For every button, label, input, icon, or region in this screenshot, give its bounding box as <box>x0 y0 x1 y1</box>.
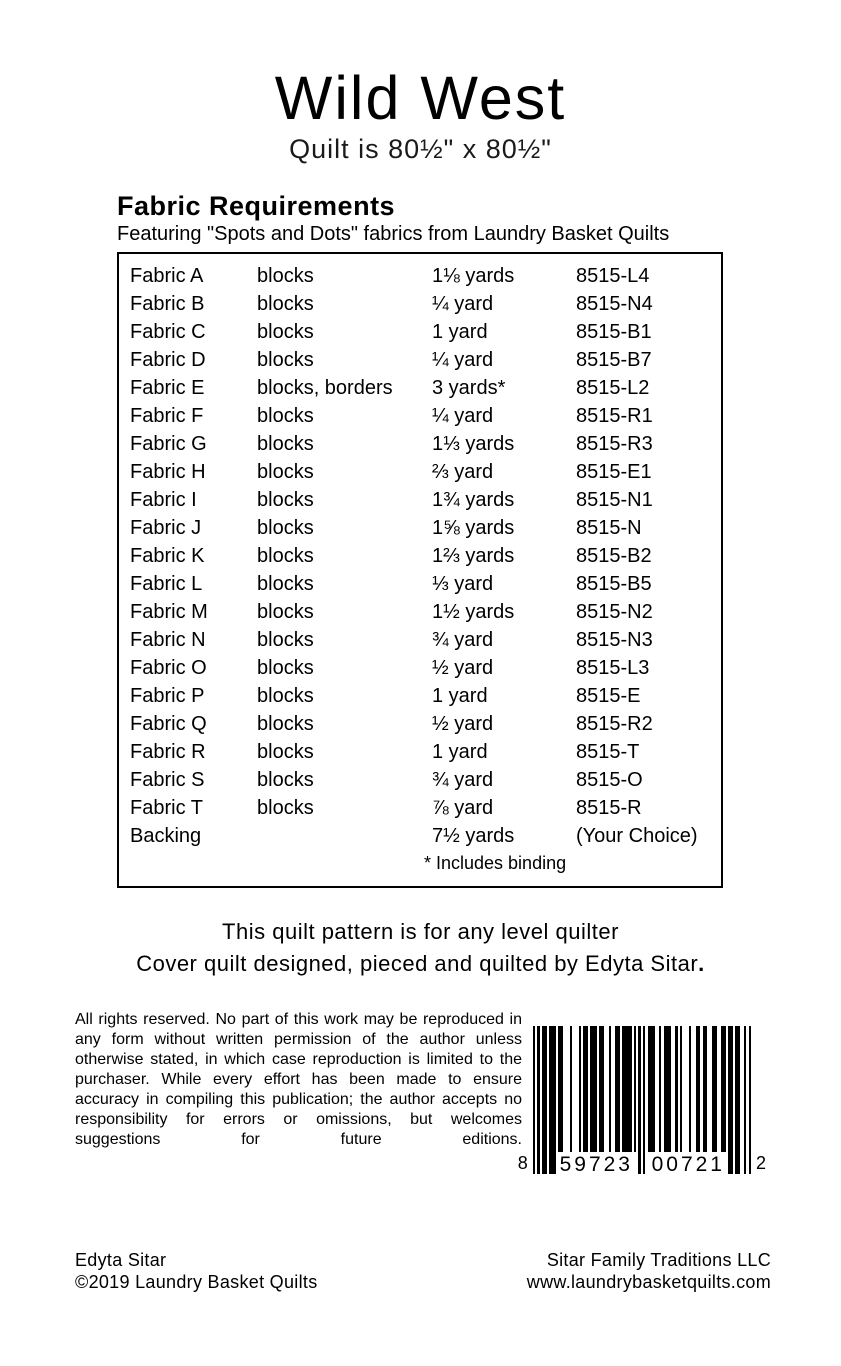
fabric-name-cell: Fabric L <box>130 573 203 596</box>
fabric-use-cell: blocks <box>257 265 314 288</box>
bottom-section <box>75 1010 767 1177</box>
table-row <box>119 570 721 598</box>
table-row <box>119 710 721 738</box>
fabric-name-cell: Fabric A <box>130 265 204 288</box>
fabric-use-cell: blocks <box>257 405 314 428</box>
fabric-name-cell: Fabric J <box>130 517 202 540</box>
fabric-use-cell: blocks <box>257 545 314 568</box>
fabric-sku-cell: 8515-T <box>576 741 640 764</box>
fabric-yardage-cell: 1 yard <box>432 741 488 764</box>
fabric-sku-cell: 8515-L4 <box>576 265 650 288</box>
fabric-name-cell: Fabric D <box>130 349 206 372</box>
barcode-digit-right: 2 <box>755 1153 766 1174</box>
fabric-use-cell: blocks <box>257 489 314 512</box>
fabric-use-cell: blocks, borders <box>257 377 393 400</box>
fabric-sku-cell: 8515-R2 <box>576 713 653 736</box>
table-row <box>119 626 721 654</box>
note-line-skill: This quilt pattern is for any level quilter <box>222 919 619 945</box>
pattern-back-page <box>0 66 841 1366</box>
page-footer <box>75 1249 771 1293</box>
binding-footnote: * Includes binding <box>424 853 567 874</box>
fabric-name-cell: Fabric H <box>130 461 206 484</box>
fabric-name-cell: Fabric R <box>130 741 206 764</box>
fabric-sku-cell: 8515-B1 <box>576 321 652 344</box>
barcode <box>517 1026 766 1177</box>
fabric-sku-cell: 8515-N1 <box>576 489 653 512</box>
fabric-sku-cell: 8515-R1 <box>576 405 653 428</box>
center-notes <box>0 916 841 980</box>
fabric-name-cell: Fabric K <box>130 545 205 568</box>
fabric-sku-cell: 8515-L3 <box>576 657 650 680</box>
fabric-sku-cell: 8515-B7 <box>576 349 652 372</box>
fabric-sku-cell: 8515-O <box>576 769 643 792</box>
fabric-use-cell: blocks <box>257 797 314 820</box>
fabric-yardage-cell: ¼ yard <box>432 349 494 372</box>
table-row <box>119 318 721 346</box>
fabric-table-rows <box>119 262 721 850</box>
fabric-sku-cell: 8515-N4 <box>576 293 653 316</box>
fabric-use-cell: blocks <box>257 713 314 736</box>
fabric-sku-cell: 8515-N3 <box>576 629 653 652</box>
fabric-yardage-cell: ¾ yard <box>432 629 494 652</box>
credit-period: . <box>698 951 705 977</box>
fabric-yardage-cell: 1⅛ yards <box>432 265 515 288</box>
fabric-use-cell: blocks <box>257 573 314 596</box>
table-row <box>119 542 721 570</box>
fabric-sku-cell: 8515-R <box>576 797 642 820</box>
fabric-use-cell: blocks <box>257 293 314 316</box>
fabric-sku-cell: 8515-B2 <box>576 545 652 568</box>
footer-author-name: Edyta Sitar <box>75 1250 167 1270</box>
barcode-bar <box>749 1026 751 1174</box>
table-row <box>119 682 721 710</box>
fabric-yardage-cell: ½ yard <box>432 657 494 680</box>
table-row <box>119 598 721 626</box>
fabric-use-cell: blocks <box>257 461 314 484</box>
fabric-name-cell: Fabric O <box>130 657 207 680</box>
fabric-name-cell: Fabric P <box>130 685 205 708</box>
fabric-yardage-cell: 1½ yards <box>432 601 515 624</box>
table-row <box>119 374 721 402</box>
fabric-name-cell: Fabric S <box>130 769 205 792</box>
fabric-use-cell <box>257 822 432 850</box>
fabric-name-cell: Fabric F <box>130 405 204 428</box>
fabric-yardage-cell: 1⅓ yards <box>432 433 515 456</box>
fabric-yardage-cell: 7½ yards <box>432 825 515 848</box>
fabric-sku-cell: 8515-N <box>576 517 642 540</box>
fabric-sku-cell: 8515-E1 <box>576 461 652 484</box>
barcode-bars <box>533 1026 751 1174</box>
table-row <box>119 486 721 514</box>
fabric-yardage-cell: 1⅝ yards <box>432 517 515 540</box>
fabric-use-cell: blocks <box>257 601 314 624</box>
table-row <box>119 262 721 290</box>
footer-website: www.laundrybasketquilts.com <box>526 1272 771 1292</box>
fabric-name-cell: Fabric G <box>130 433 207 456</box>
table-row <box>119 290 721 318</box>
fabric-name-cell: Fabric I <box>130 489 197 512</box>
barcode-digit-left: 8 <box>517 1153 528 1174</box>
note-line-credit: Cover quilt designed, pieced and quilted by Edyta Sitar. <box>136 951 705 977</box>
fabric-yardage-cell: 1 yard <box>432 685 488 708</box>
table-row <box>119 822 721 850</box>
fabric-requirements-heading: Fabric Requirements <box>117 191 396 222</box>
fabric-yardage-cell: ½ yard <box>432 713 494 736</box>
featuring-line: Featuring "Spots and Dots" fabrics from Laundry Basket Quilts <box>117 223 670 246</box>
table-row <box>119 654 721 682</box>
fabric-yardage-cell: ¾ yard <box>432 769 494 792</box>
footer-copyright: ©2019 Laundry Basket Quilts <box>75 1272 318 1292</box>
fabric-yardage-cell: 1¾ yards <box>432 489 515 512</box>
fabric-yardage-cell: 3 yards* <box>432 377 506 400</box>
fabric-yardage-cell: 1⅔ yards <box>432 545 515 568</box>
footer-author-block <box>75 1249 318 1293</box>
fabric-sku-cell: 8515-B5 <box>576 573 652 596</box>
fabric-name-cell: Fabric N <box>130 629 206 652</box>
fabric-yardage-cell: ⅔ yard <box>432 461 494 484</box>
table-row <box>119 430 721 458</box>
fabric-name-cell: Backing <box>130 825 202 848</box>
table-row <box>119 402 721 430</box>
fabric-use-cell: blocks <box>257 685 314 708</box>
fabric-name-cell: Fabric T <box>130 797 203 820</box>
fabric-use-cell: blocks <box>257 657 314 680</box>
fabric-yardage-cell: ⅓ yard <box>432 573 494 596</box>
table-row <box>119 766 721 794</box>
fabric-use-cell: blocks <box>257 769 314 792</box>
fabric-use-cell: blocks <box>257 433 314 456</box>
table-row <box>119 458 721 486</box>
fabric-name-cell: Fabric E <box>130 377 205 400</box>
footer-company-block <box>527 1249 771 1293</box>
fabric-sku-cell: 8515-L2 <box>576 377 650 400</box>
fabric-name-cell: Fabric B <box>130 293 205 316</box>
fabric-name-cell: Fabric M <box>130 601 208 624</box>
barcode-digit-group2: 00721 <box>651 1153 725 1177</box>
fabric-yardage-cell: ¼ yard <box>432 405 494 428</box>
table-row <box>119 794 721 822</box>
fabric-sku-cell: 8515-N2 <box>576 601 653 624</box>
fabric-use-cell: blocks <box>257 349 314 372</box>
fabric-use-cell: blocks <box>257 629 314 652</box>
fabric-sku-cell: 8515-R3 <box>576 433 653 456</box>
page-title: Wild West <box>274 64 567 132</box>
table-row <box>119 738 721 766</box>
fabric-yardage-cell: 1 yard <box>432 321 488 344</box>
barcode-digit-group1: 59723 <box>559 1153 633 1177</box>
fabric-table <box>117 252 723 888</box>
fabric-yardage-cell: ¼ yard <box>432 293 494 316</box>
fabric-use-cell: blocks <box>257 321 314 344</box>
table-row <box>119 346 721 374</box>
footer-company-name: Sitar Family Traditions LLC <box>546 1250 771 1270</box>
fabric-name-cell: Fabric Q <box>130 713 207 736</box>
fabric-sku-cell: (Your Choice) <box>576 825 698 848</box>
fabric-use-cell: blocks <box>257 517 314 540</box>
fabric-use-cell: blocks <box>257 741 314 764</box>
fabric-sku-cell: 8515-E <box>576 685 641 708</box>
fabric-name-cell: Fabric C <box>130 321 206 344</box>
fabric-requirements-section <box>117 191 723 888</box>
table-row <box>119 514 721 542</box>
legal-text: All rights reserved. No part of this work may be reproduced in any form without written permission of the author unless otherwise stated, in which case reproduction is limited to the purchaser. While every effort has been made to ensure accuracy in compiling this publication; the author accepts no responsibility for errors or omissions, but welcomes suggestions for future editions. <box>75 1011 522 1149</box>
fabric-yardage-cell: ⅞ yard <box>432 797 494 820</box>
quilt-size-subtitle: Quilt is 80½" x 80½" <box>289 134 552 165</box>
